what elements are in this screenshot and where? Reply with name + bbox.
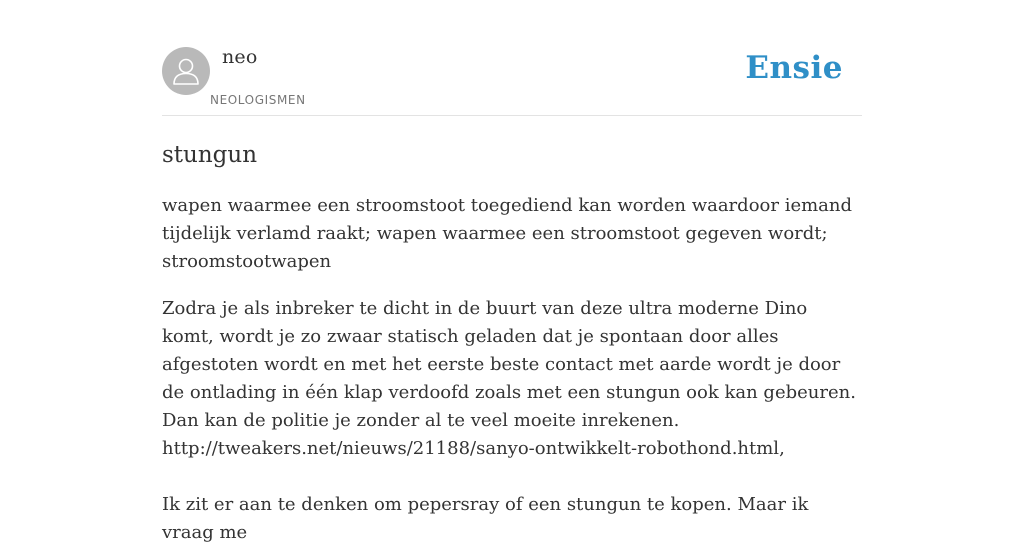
author-category-label[interactable]: NEOLOGISMEN xyxy=(210,93,306,107)
author-name-link[interactable]: neo xyxy=(222,46,258,68)
entry-definition: wapen waarmee een stroomstoot toegediend kan worden waardoor iemand tijdelijk verlamd raakt; wapen waarmee een stroomstoot gegeven wordt; stroomstootwapen xyxy=(162,195,853,272)
author-avatar[interactable] xyxy=(162,47,210,95)
entry-title: stungun xyxy=(162,142,258,168)
entry-example: Zodra je als inbreker te dicht in de buurt van deze ultra moderne Dino komt, wordt je zo zwaar statisch geladen dat je spontaan door alles afgestoten wordt en met het eerste beste contact met aarde wordt je door de ontlading in één klap verdoofd zoals met een stungun ook kan gebeuren. Dan kan de politie je zonder al te veel moeite inrekenen. http://tweakers.net/nieuws/21188/sanyo-ontwikkelt-robothond.html, Ik zit er aan te denken om pepersray of een stungun te kopen. Maar ik vraag me xyxy=(162,298,856,543)
entry-header xyxy=(162,0,862,116)
brand-logo-link[interactable]: Ensie xyxy=(745,50,843,86)
content-container xyxy=(162,0,862,547)
user-silhouette-icon xyxy=(162,47,210,95)
